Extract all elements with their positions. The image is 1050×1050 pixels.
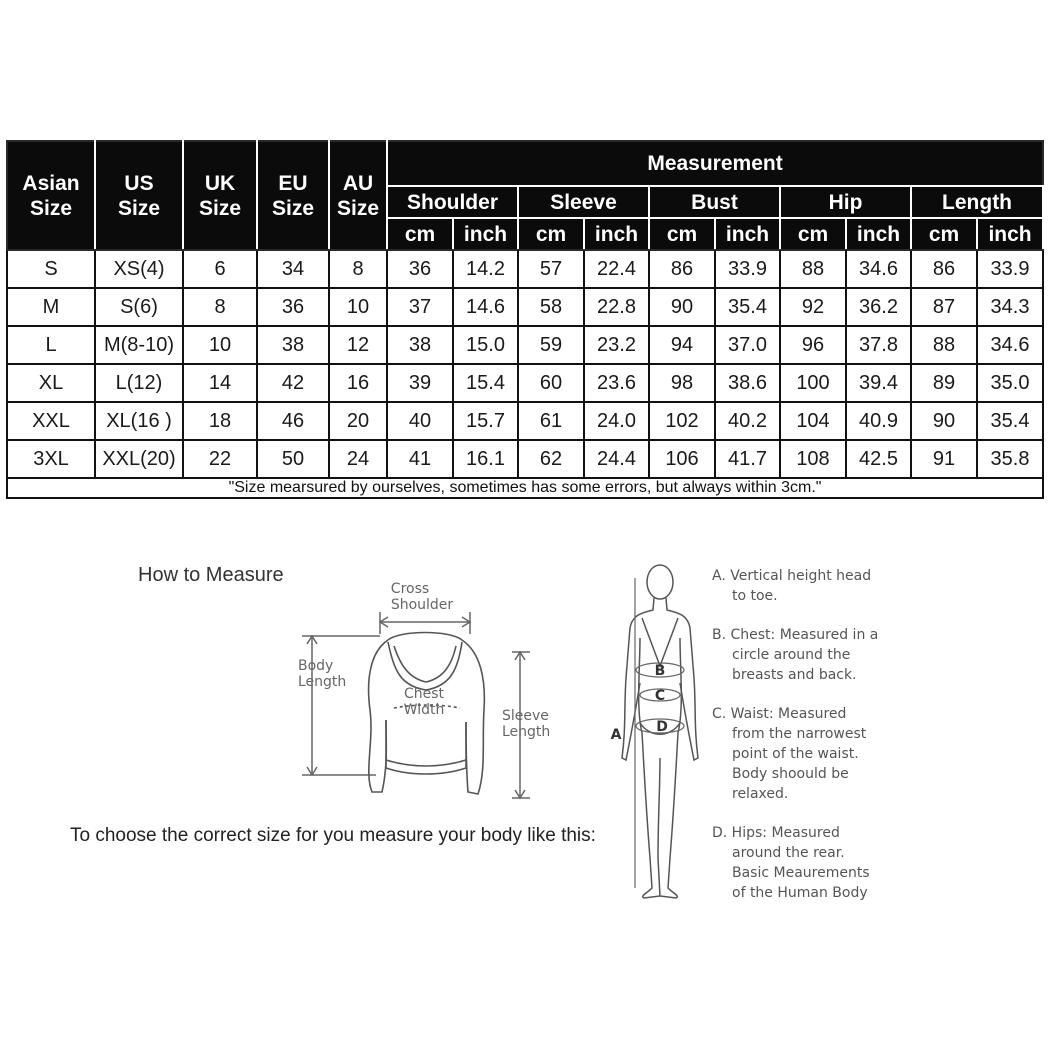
note-a: A. Vertical height head to toe. [712,568,872,604]
table-cell: 62 [518,440,584,478]
table-cell: 8 [329,250,387,288]
header-us-size: US Size [95,141,183,250]
header-unit-inch: inch [715,218,780,250]
table-cell: XL [7,364,95,402]
table-cell: 94 [649,326,715,364]
table-cell: 104 [780,402,846,440]
table-cell: 90 [649,288,715,326]
table-cell: 18 [183,402,257,440]
human-body-diagram [600,558,710,908]
sleeve-length-label-1: Sleeve [502,708,549,724]
table-cell: 38.6 [715,364,780,402]
table-cell: 33.9 [977,250,1043,288]
header-eu-size: EU Size [257,141,329,250]
table-cell: 88 [911,326,977,364]
table-cell: 89 [911,364,977,402]
body-length-label-2: Length [298,674,347,690]
table-cell: 34.6 [846,250,911,288]
header-unit-inch: inch [846,218,911,250]
table-cell: 22 [183,440,257,478]
cross-shoulder-label-1: Cross [390,581,430,597]
table-cell: 86 [911,250,977,288]
header-bust: Bust [649,186,780,218]
table-cell: 38 [257,326,329,364]
table-cell: 10 [183,326,257,364]
cross-shoulder-label-2: Shoulder [390,597,454,613]
table-cell: 59 [518,326,584,364]
table-cell: 23.6 [584,364,649,402]
table-cell: 20 [329,402,387,440]
table-cell: 16.1 [453,440,518,478]
how-to-measure-section [0,540,1050,1050]
table-cell: XS(4) [95,250,183,288]
table-cell: 50 [257,440,329,478]
table-cell: 12 [329,326,387,364]
table-cell: 35.4 [977,402,1043,440]
table-cell: 34.6 [977,326,1043,364]
figure-label-c: C [654,688,666,704]
how-to-measure-title: How to Measure [138,564,284,586]
sleeve-length-label-2: Length [502,724,551,740]
header-unit-inch: inch [453,218,518,250]
table-cell: XL(16 ) [95,402,183,440]
table-cell: 41.7 [715,440,780,478]
table-cell: 39 [387,364,453,402]
table-cell: 102 [649,402,715,440]
size-chart-table [6,140,1044,499]
table-cell: 108 [780,440,846,478]
note-c: C. Waist: Measured from the narrowest point of the waist. Body shoould be relaxed. [712,706,867,802]
garment-measure-diagram [290,560,560,810]
table-cell: 23.2 [584,326,649,364]
table-cell: S [7,250,95,288]
measure-instruction: To choose the correct size for you measure your body like this: [70,825,596,846]
table-cell: S(6) [95,288,183,326]
table-cell: 14 [183,364,257,402]
table-cell: 10 [329,288,387,326]
table-cell: 38 [387,326,453,364]
header-hip: Hip [780,186,911,218]
table-cell: L [7,326,95,364]
table-cell: 36 [257,288,329,326]
table-cell: 87 [911,288,977,326]
measurement-notes [712,566,912,922]
table-cell: 86 [649,250,715,288]
header-shoulder: Shoulder [387,186,518,218]
header-asian-size: Asian Size [7,141,95,250]
table-cell: 24.4 [584,440,649,478]
table-cell: 96 [780,326,846,364]
table-cell: 34.3 [977,288,1043,326]
header-unit-cm: cm [911,218,977,250]
table-cell: 46 [257,402,329,440]
size-note: "Size mearsured by ourselves, sometimes has some errors, but always within 3cm." [7,478,1043,498]
table-body [7,250,1043,478]
table-cell: 41 [387,440,453,478]
table-cell: 98 [649,364,715,402]
table-cell: 24 [329,440,387,478]
table-row [7,250,1043,288]
table-cell: 60 [518,364,584,402]
table-cell: 90 [911,402,977,440]
header-au-size: AU Size [329,141,387,250]
table-cell: 37.8 [846,326,911,364]
table-row [7,440,1043,478]
table-cell: 106 [649,440,715,478]
chest-width-label-2: Width [403,702,445,718]
table-cell: 15.7 [453,402,518,440]
table-cell: 22.8 [584,288,649,326]
table-row [7,326,1043,364]
table-cell: 42 [257,364,329,402]
table-row [7,288,1043,326]
body-length-label-1: Body [298,658,334,674]
table-cell: XXL(20) [95,440,183,478]
table-cell: 37 [387,288,453,326]
table-cell: 100 [780,364,846,402]
figure-label-d: D [656,719,668,735]
header-unit-cm: cm [649,218,715,250]
table-cell: 40.9 [846,402,911,440]
header-unit-cm: cm [518,218,584,250]
table-cell: L(12) [95,364,183,402]
table-cell: 57 [518,250,584,288]
table-cell: 91 [911,440,977,478]
table-cell: 35.8 [977,440,1043,478]
table-cell: 35.4 [715,288,780,326]
table-cell: 61 [518,402,584,440]
header-uk-size: UK Size [183,141,257,250]
table-cell: 8 [183,288,257,326]
table-cell: 39.4 [846,364,911,402]
figure-label-a: A [610,727,622,743]
header-unit-inch: inch [977,218,1043,250]
table-row [7,364,1043,402]
table-cell: XXL [7,402,95,440]
table-cell: M(8-10) [95,326,183,364]
table-cell: 42.5 [846,440,911,478]
table-cell: 24.0 [584,402,649,440]
header-unit-inch: inch [584,218,649,250]
note-b: B. Chest: Measured in a circle around the breasts and back. [712,627,879,683]
chest-width-label-1: Chest [403,686,445,702]
table-cell: 40.2 [715,402,780,440]
table-row [7,402,1043,440]
table-cell: 3XL [7,440,95,478]
table-cell: 92 [780,288,846,326]
table-cell: 14.2 [453,250,518,288]
header-sleeve: Sleeve [518,186,649,218]
table-cell: 35.0 [977,364,1043,402]
table-cell: 36.2 [846,288,911,326]
table-cell: M [7,288,95,326]
table-cell: 15.0 [453,326,518,364]
table-cell: 37.0 [715,326,780,364]
table-cell: 33.9 [715,250,780,288]
table-cell: 14.6 [453,288,518,326]
table-cell: 16 [329,364,387,402]
table-cell: 22.4 [584,250,649,288]
table-cell: 15.4 [453,364,518,402]
table-cell: 34 [257,250,329,288]
table-cell: 36 [387,250,453,288]
table-cell: 6 [183,250,257,288]
header-unit-cm: cm [780,218,846,250]
table-cell: 88 [780,250,846,288]
header-measurement: Measurement [387,141,1043,186]
header-unit-cm: cm [387,218,453,250]
table-cell: 58 [518,288,584,326]
table-cell: 40 [387,402,453,440]
figure-label-b: B [654,663,666,679]
note-d: D. Hips: Measured around the rear. Basic Meaurements of the Human Body [712,825,870,901]
header-length: Length [911,186,1043,218]
